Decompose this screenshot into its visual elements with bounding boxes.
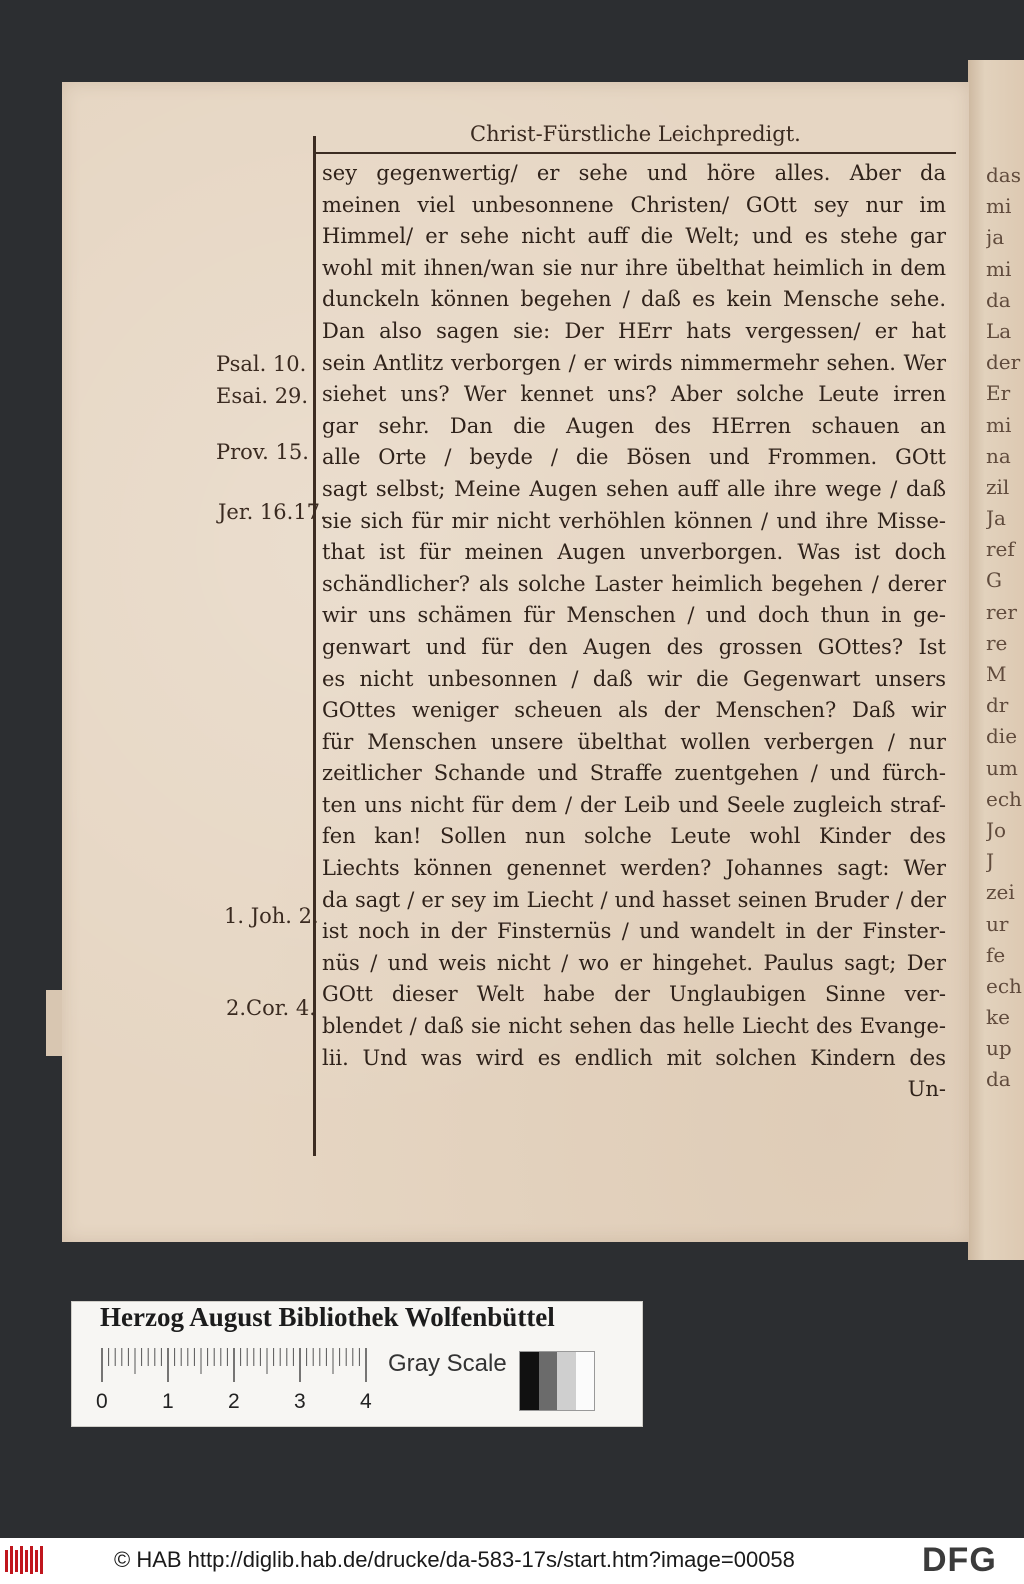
hab-logo-icon	[4, 1544, 46, 1576]
gray-swatch	[539, 1352, 558, 1410]
body-line: that ist für meinen Augen unverborgen. Was ist doch	[322, 540, 946, 565]
catchword: Un-	[907, 1077, 946, 1102]
body-line: für Menschen unsere übelthat wollen verbergen / nur	[322, 729, 946, 754]
facing-fragment: mi	[986, 412, 1012, 437]
body-line: siehet uns? Wer kennet uns? Aber solche Leute irren	[322, 382, 946, 407]
facing-fragment: J	[986, 849, 995, 874]
facing-fragment: ech	[986, 973, 1022, 998]
facing-fragment: na	[986, 443, 1011, 468]
facing-fragment: da	[986, 1067, 1011, 1092]
margin-note-joh: 1. Joh. 2.	[224, 904, 319, 928]
body-line: es nicht unbesonnen / daß wir die Gegenwart unsers	[322, 666, 946, 691]
body-line: zeitlicher Schande und Straffe zuentgehen / und fürch-	[322, 761, 946, 786]
facing-fragment: zei	[986, 880, 1015, 905]
dfg-logo: DFG	[922, 1541, 997, 1579]
facing-fragment: dr	[986, 693, 1009, 718]
ruler-number: 3	[294, 1390, 306, 1413]
running-head: Christ-Fürstliche Leichpredigt.	[470, 122, 801, 146]
gray-scale-swatches	[520, 1352, 594, 1410]
facing-fragment: ref	[986, 537, 1015, 562]
ruler-number: 2	[228, 1390, 240, 1413]
footer-url[interactable]: © HAB http://diglib.hab.de/drucke/da-583-17s/start.htm?image=00058	[114, 1547, 795, 1572]
body-line: fen kan! Sollen nun solche Leute wohl Kinder des	[322, 824, 946, 849]
margin-note-jer: Jer. 16.17.	[218, 500, 327, 524]
body-line: GOttes weniger scheuen als der Menschen? Daß wir	[322, 698, 946, 723]
body-line: wohl mit ihnen/wan sie nur ihre übelthat heimlich in dem	[322, 255, 946, 280]
facing-fragment: ech	[986, 786, 1022, 811]
body-line: Dan also sagen sie: Der HErr hats vergessen/ er hat	[322, 318, 946, 343]
ruler-scale	[100, 1348, 370, 1382]
margin-note-prov: Prov. 15.	[216, 440, 309, 464]
body-line: da sagt / er sey im Liecht / und hasset seinen Bruder / der	[322, 887, 946, 912]
body-line: nüs / und weis nicht / wo er hingehet. Paulus sagt; Der	[322, 950, 946, 975]
body-line: Liechts können genennet werden? Johannes sagt: Wer	[322, 856, 946, 881]
facing-fragment: da	[986, 287, 1011, 312]
ruler-numbers	[96, 1390, 386, 1416]
body-line: dunckeln können begehen / daß es kein Mensche sehe.	[322, 287, 946, 312]
body-line: alle Orte / beyde / die Bösen und Frommen. GOtt	[322, 445, 946, 470]
library-name: Herzog August Bibliothek Wolfenbüttel	[100, 1302, 555, 1332]
margin-note-cor: 2.Cor. 4.	[226, 996, 316, 1020]
facing-fragment: ur	[986, 911, 1009, 936]
header-rule	[316, 152, 956, 154]
facing-page-text	[986, 160, 1024, 1140]
facing-fragment: mi	[986, 256, 1012, 281]
gray-swatch	[576, 1352, 595, 1410]
body-text	[322, 158, 946, 1106]
body-line: Himmel/ er sehe nicht auff die Welt; und es stehe gar	[322, 224, 946, 249]
facing-fragment: Er	[986, 381, 1011, 406]
facing-fragment: die	[986, 724, 1018, 749]
body-line: blendet / daß sie nicht sehen das helle Liecht des Evange-	[322, 1014, 946, 1039]
facing-fragment: ke	[986, 1005, 1010, 1030]
body-line: sie sich für mir nicht verhöhlen können / und ihre Misse-	[322, 508, 946, 533]
gray-swatch	[520, 1352, 539, 1410]
body-line: genwart und für den Augen des grossen GOttes? Ist	[322, 634, 946, 659]
facing-fragment: zil	[986, 474, 1010, 499]
facing-fragment: G	[986, 568, 1002, 593]
body-line: ist noch in der Finsternüs / und wandelt in der Finster-	[322, 919, 946, 944]
body-line: schändlicher? als solche Laster heimlich begehen / derer	[322, 571, 946, 596]
facing-fragment: ja	[986, 225, 1005, 250]
facing-fragment: re	[986, 630, 1008, 655]
margin-note-psal: Psal. 10.	[216, 352, 307, 376]
facing-fragment: rer	[986, 599, 1017, 624]
facing-fragment: Jo	[986, 817, 1007, 842]
margin-note-esai: Esai. 29.	[216, 384, 309, 408]
ruler-number: 1	[162, 1390, 174, 1413]
body-line: sagt selbst; Meine Augen sehen auff alle ihre wege / daß	[322, 476, 946, 501]
body-line: meinen viel unbesonnene Christen/ GOtt sey nur im	[322, 192, 946, 217]
facing-fragment: M	[986, 662, 1007, 686]
facing-fragment: mi	[986, 194, 1012, 219]
facing-fragment: Ja	[986, 506, 1006, 531]
facing-fragment: La	[986, 318, 1012, 343]
page-edge	[46, 990, 62, 1056]
facing-fragment: der	[986, 350, 1021, 375]
gray-scale-label: Gray Scale	[388, 1350, 507, 1377]
body-line: sey gegenwertig/ er sehe und höre alles. Aber da	[322, 161, 946, 185]
facing-fragment: fe	[986, 942, 1006, 967]
facing-fragment: das	[986, 163, 1021, 187]
body-line: gar sehr. Dan die Augen des HErren schauen an	[322, 413, 946, 438]
body-line: sein Antlitz verborgen / er wirds nimmermehr sehen. Wer	[322, 350, 946, 375]
ruler-number: 4	[360, 1390, 372, 1413]
body-line: GOtt dieser Welt habe der Unglaubigen Sinne ver-	[322, 982, 946, 1007]
ruler-number: 0	[96, 1390, 108, 1413]
body-line: wir uns schämen für Menschen / und doch thun in ge-	[322, 603, 946, 628]
facing-fragment: um	[986, 755, 1018, 780]
body-line: lii. Und was wird es endlich mit solchen Kindern des	[322, 1045, 946, 1070]
facing-fragment: up	[986, 1036, 1012, 1061]
body-line: ten uns nicht für dem / der Leib und Seele zugleich straf-	[322, 792, 946, 817]
gray-swatch	[557, 1352, 576, 1410]
